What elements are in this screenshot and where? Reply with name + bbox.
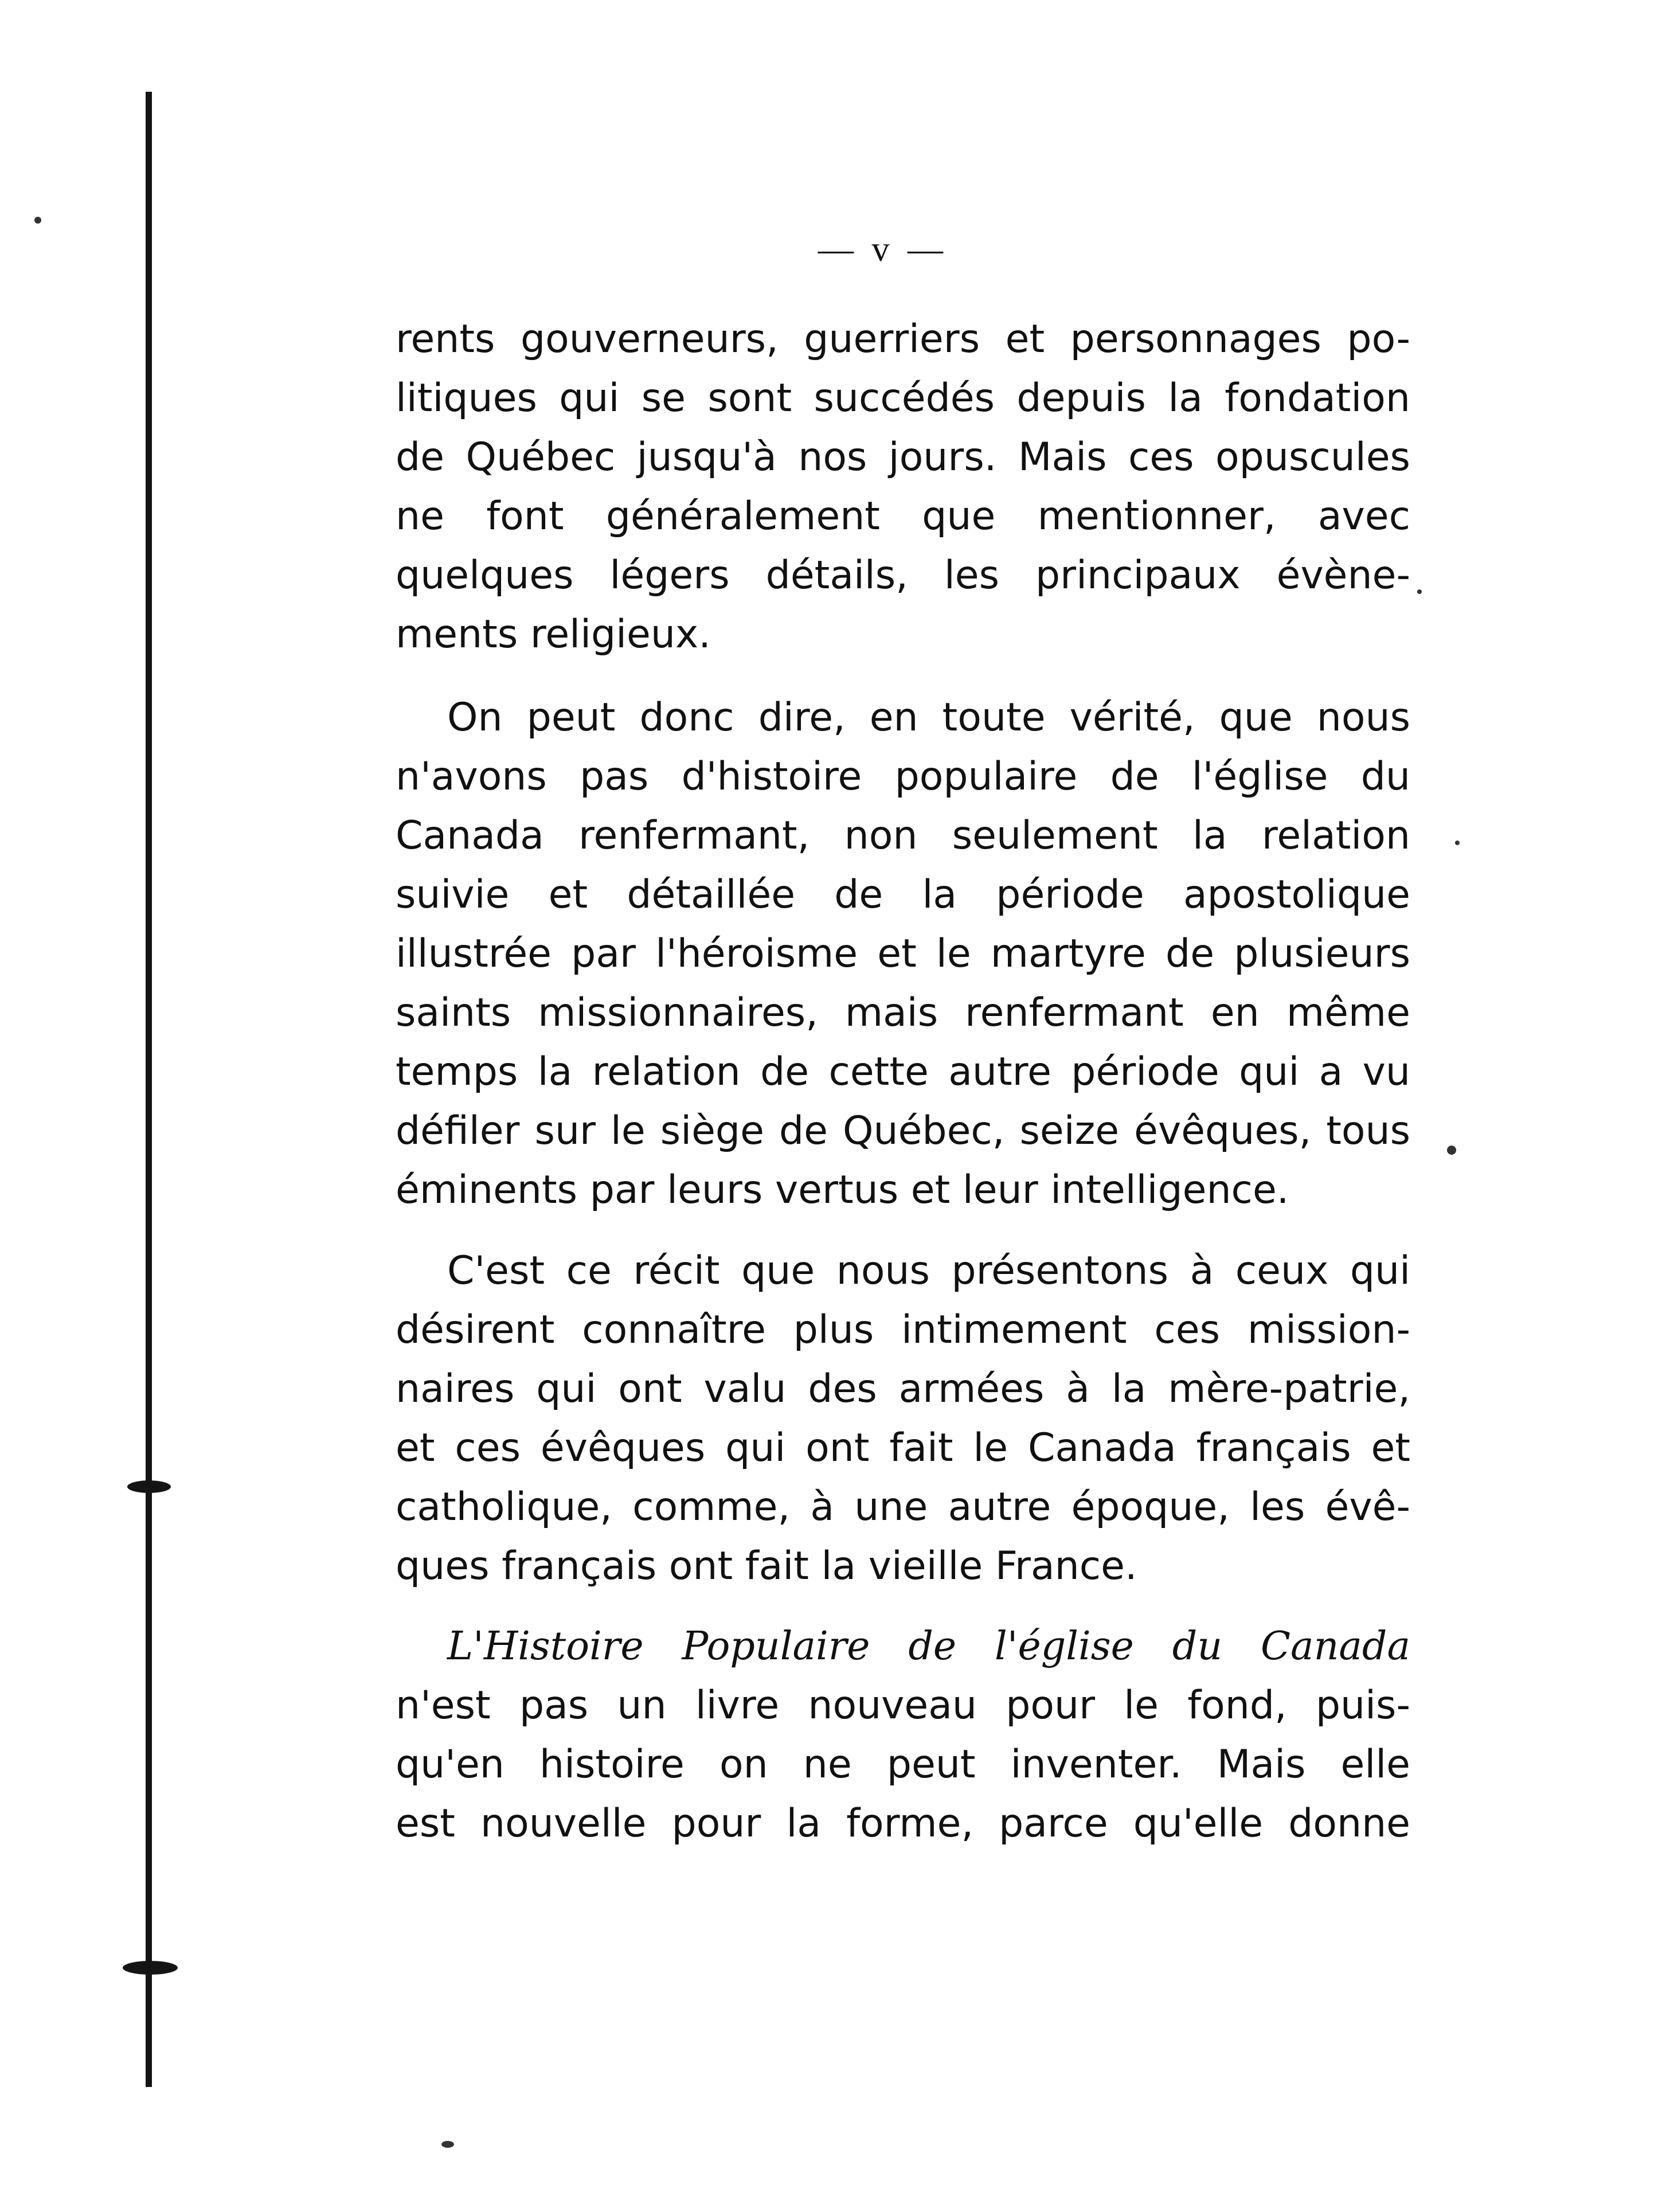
text-line: On peut donc dire, en toute vérité, que nous	[447, 695, 1410, 740]
text-line: défiler sur le siège de Québec, seize évêques, tous	[396, 1108, 1410, 1154]
text-line: suivie et détaillée de la période apostolique	[396, 872, 1410, 917]
scan-speck	[1417, 589, 1422, 594]
binding-mark	[127, 1480, 171, 1493]
text-line: temps la relation de cette autre période qui a vu	[396, 1049, 1410, 1095]
scan-speck	[34, 217, 41, 224]
text-line: ments religieux.	[396, 612, 711, 657]
book-title-line: L'Histoire Populaire de l'église du Canada	[447, 1624, 1410, 1669]
text-line: est nouvelle pour la forme, parce qu'elle donne	[396, 1801, 1410, 1846]
text-line: ne font généralement que mentionner, avec	[396, 494, 1410, 539]
text-line: qu'en histoire on ne peut inventer. Mais elle	[396, 1742, 1410, 1787]
paragraph	[396, 1241, 1410, 1596]
scan-speck	[1447, 1146, 1456, 1155]
page-number: — v —	[818, 230, 948, 269]
text-line: rents gouverneurs, guerriers et personnages po-	[396, 316, 1410, 362]
text-line: C'est ce récit que nous présentons à ceux qui	[447, 1248, 1410, 1293]
text-line: catholique, comme, à une autre époque, les évê-	[396, 1484, 1410, 1530]
scan-speck	[441, 2141, 454, 2148]
text-line: éminents par leurs vertus et leur intelligence.	[396, 1167, 1289, 1213]
binding-mark	[123, 1961, 178, 1975]
text-line: de Québec jusqu'à nos jours. Mais ces opuscules	[396, 435, 1410, 480]
text-line: quelques légers détails, les principaux évène-	[396, 553, 1410, 598]
text-line: saints missionnaires, mais renfermant en même	[396, 990, 1410, 1035]
scan-speck	[1455, 841, 1460, 845]
paragraph	[396, 688, 1410, 1220]
paragraph	[396, 310, 1410, 664]
text-line: litiques qui se sont succédés depuis la fondation	[396, 376, 1410, 421]
binding-rule	[146, 92, 152, 2087]
text-line: n'est pas un livre nouveau pour le fond, puis-	[396, 1683, 1410, 1728]
text-line: n'avons pas d'histoire populaire de l'église du	[396, 754, 1410, 799]
text-line: Canada renfermant, non seulement la relation	[396, 813, 1410, 858]
text-line: illustrée par l'héroisme et le martyre de plusieurs	[396, 931, 1410, 976]
paragraph	[396, 1617, 1410, 1853]
text-line: naires qui ont valu des armées à la mère-patrie,	[396, 1366, 1410, 1412]
text-line: ques français ont fait la vieille France.	[396, 1543, 1137, 1589]
text-line: désirent connaître plus intimement ces mission-	[396, 1307, 1410, 1353]
text-line: et ces évêques qui ont fait le Canada français et	[396, 1425, 1410, 1471]
